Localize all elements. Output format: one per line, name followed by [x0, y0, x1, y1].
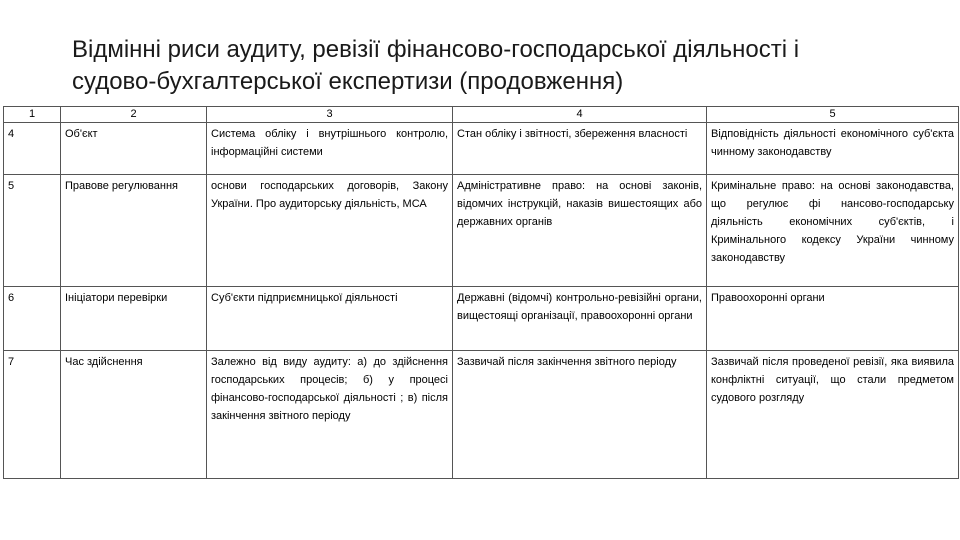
row-audit-cell: Суб'єкти підприємницької діяльності [207, 287, 453, 351]
column-header-1: 1 [4, 107, 61, 123]
row-expertise-cell: Кримінальне право: на основі законодавства, що регулює фі нансово-господарську діяльність економічних суб'єктів, і Кримінального кодексу України чинному законодавству [707, 175, 959, 287]
column-header-2: 2 [61, 107, 207, 123]
row-audit-cell: Залежно від виду аудиту: а) до здійснення господарських процесів; б) у процесі фінансово-господарської діяльності ; в) після закінчення звітного періоду [207, 351, 453, 479]
row-revision-cell: Державні (відомчі) контрольно-ревізійні органи, вищестоящі організації, правоохоронні органи [453, 287, 707, 351]
column-header-3: 3 [207, 107, 453, 123]
row-criterion: Ініціатори перевірки [61, 287, 207, 351]
row-revision-cell: Стан обліку і звітності, збереження власності [453, 123, 707, 175]
row-expertise-cell: Правоохоронні органи [707, 287, 959, 351]
table-row [4, 287, 959, 351]
table-row [4, 123, 959, 175]
row-number: 5 [4, 175, 61, 287]
row-revision-cell: Адміністративне право: на основі законів, відомчих інструкцій, наказів вишестоящих або державних органів [453, 175, 707, 287]
row-criterion: Час здійснення [61, 351, 207, 479]
slide-title [72, 34, 932, 98]
table-row [4, 175, 959, 287]
row-number: 4 [4, 123, 61, 175]
comparison-table [3, 106, 959, 479]
column-header-5: 5 [707, 107, 959, 123]
row-audit-cell: Система обліку і внутрішнього контролю, інформаційні системи [207, 123, 453, 175]
row-expertise-cell: Зазвичай після проведеної ревізії, яка виявила конфліктні ситуації, що стали предметом судового розгляду [707, 351, 959, 479]
table-header-row [4, 107, 959, 123]
row-number: 7 [4, 351, 61, 479]
slide-title-line-1: Відмінні риси аудиту, ревізії фінансово-господарської діяльності і [72, 36, 800, 63]
row-criterion: Об'єкт [61, 123, 207, 175]
slide-title-line-2: судово-бухгалтерської експертизи (продовження) [72, 68, 624, 95]
row-expertise-cell: Відповідність діяльності економічного суб'єкта чинному законодавству [707, 123, 959, 175]
column-header-4: 4 [453, 107, 707, 123]
row-revision-cell: Зазвичай після закінчення звітного періоду [453, 351, 707, 479]
row-audit-cell: основи господарських договорів, Закону України. Про аудиторську діяльність, МСА [207, 175, 453, 287]
table-row [4, 351, 959, 479]
row-number: 6 [4, 287, 61, 351]
row-criterion: Правове регулювання [61, 175, 207, 287]
